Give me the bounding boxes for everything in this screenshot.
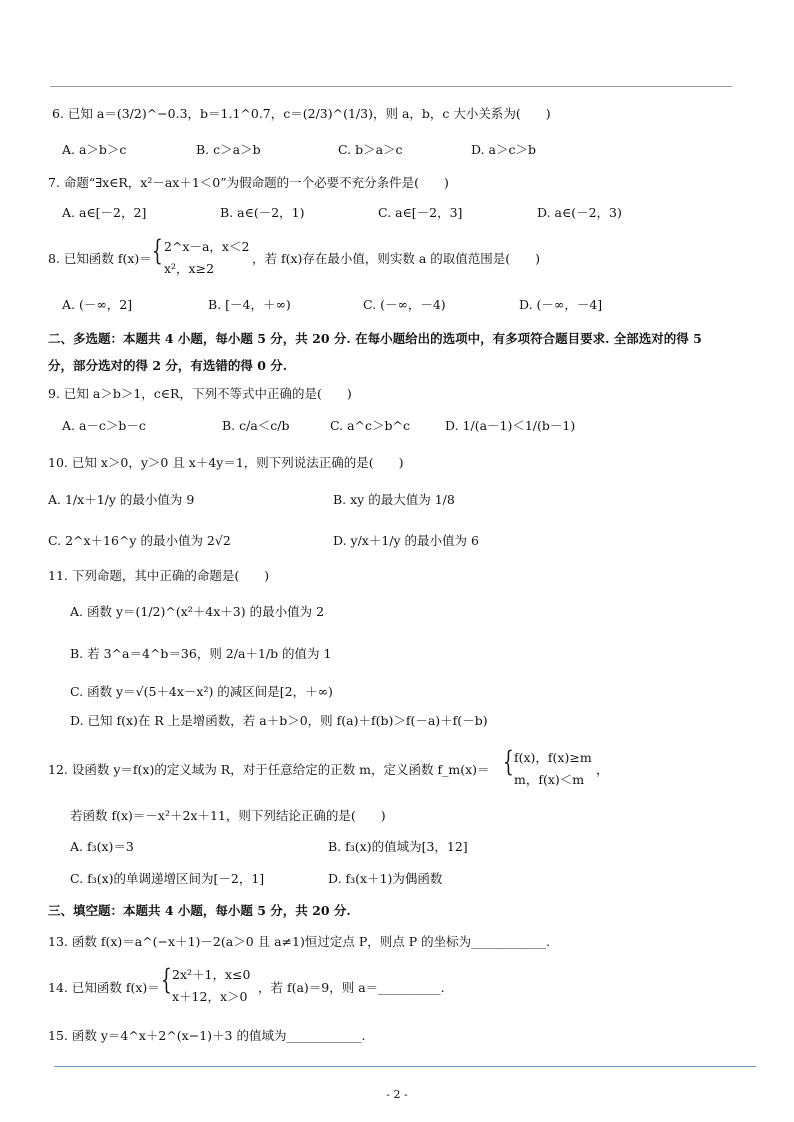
q10-option-c: C. 2^x＋16^y 的最小值为 2√2	[48, 533, 231, 548]
q12-stem-suffix: ，	[596, 762, 609, 777]
q12-option-d: D. f₃(x＋1)为偶函数	[328, 871, 443, 886]
q11-stem: 11. 下列命题，其中正确的命题是( )	[48, 568, 270, 583]
q6-stem: 6. 已知 a＝(3/2)^−0.3，b＝1.1^0.7，c＝(2/3)^(1/3)，则 a，b，c 大小关系为( )	[52, 106, 551, 121]
section2-heading-line2: 分，部分选对的得 2 分，有选错的得 0 分.	[48, 358, 288, 373]
q9-stem: 9. 已知 a＞b＞1，c∈R，下列不等式中正确的是( )	[48, 386, 352, 401]
q14-stem-suffix: ，若 f(a)＝9，则 a＝__________.	[258, 980, 445, 995]
q6-option-c: C. b＞a＞c	[338, 142, 403, 157]
header-rule	[50, 86, 732, 87]
q14-brace: {	[161, 963, 172, 996]
q12-case-1: f(x)，f(x)≥m	[514, 750, 592, 765]
q14-case-1: 2x²＋1，x≤0	[172, 967, 251, 982]
q14-stem-prefix: 14. 已知函数 f(x)＝	[48, 980, 160, 995]
q10-option-b: B. xy 的最大值为 1/8	[333, 492, 455, 507]
q9-option-d: D. 1/(a－1)＜1/(b－1)	[445, 418, 576, 433]
q9-option-c: C. a^c＞b^c	[330, 418, 410, 433]
q12-option-b: B. f₃(x)的值域为[3，12]	[328, 839, 468, 854]
q14-case-2: x＋12，x＞0	[172, 989, 248, 1004]
q10-option-a: A. 1/x＋1/y 的最小值为 9	[48, 492, 195, 507]
section3-heading: 三、填空题：本题共 4 小题，每小题 5 分，共 20 分.	[48, 903, 351, 918]
q7-stem: 7. 命题“∃x∈R，x²－ax＋1＜0”为假命题的一个必要不充分条件是( )	[48, 175, 449, 190]
q12-stem-line2: 若函数 f(x)＝－x²＋2x＋11，则下列结论正确的是( )	[70, 808, 386, 823]
q8-stem-prefix: 8. 已知函数 f(x)＝	[48, 251, 152, 266]
page-number: - 2 -	[386, 1088, 408, 1101]
q11-option-b: B. 若 3^a＝4^b＝36，则 2/a＋1/b 的值为 1	[70, 646, 332, 661]
q7-option-d: D. a∈(－2，3)	[537, 205, 622, 220]
q12-case-2: m，f(x)＜m	[514, 772, 585, 787]
section2-heading-line1: 二、多选题：本题共 4 小题，每小题 5 分，共 20 分. 在每小题给出的选项中，有多项符合题目要求. 全部选对的得 5	[48, 331, 702, 346]
q7-option-a: A. a∈[－2，2]	[62, 205, 147, 220]
q12-option-a: A. f₃(x)＝3	[70, 839, 134, 854]
q8-brace: {	[152, 234, 163, 267]
q12-stem-prefix: 12. 设函数 y＝f(x)的定义域为 R，对于任意给定的正数 m，定义函数 f_m(x)＝	[48, 762, 490, 777]
q10-stem: 10. 已知 x＞0，y＞0 且 x＋4y＝1，则下列说法正确的是( )	[48, 455, 404, 470]
q8-case-1: 2^x－a，x＜2	[164, 239, 250, 254]
q8-case-2: x²，x≥2	[164, 261, 215, 276]
q6-option-b: B. c＞a＞b	[196, 142, 261, 157]
q8-stem-suffix: ，若 f(x)存在最小值，则实数 a 的取值范围是( )	[252, 251, 541, 266]
footer-rule	[54, 1066, 756, 1067]
q8-option-c: C. (－∞，－4)	[363, 297, 446, 312]
q10-option-d: D. y/x＋1/y 的最小值为 6	[333, 533, 479, 548]
q6-option-d: D. a＞c＞b	[471, 142, 536, 157]
q12-brace: {	[503, 745, 514, 778]
q8-option-a: A. (－∞，2]	[62, 297, 133, 312]
q12-option-c: C. f₃(x)的单调递增区间为[－2，1]	[70, 871, 265, 886]
q9-option-b: B. c/a＜c/b	[222, 418, 290, 433]
q13-stem: 13. 函数 f(x)＝a^(−x＋1)－2(a＞0 且 a≠1)恒过定点 P，则点 P 的坐标为____________.	[48, 934, 551, 949]
q8-option-d: D. (－∞，－4]	[519, 297, 603, 312]
q9-option-a: A. a－c＞b－c	[62, 418, 146, 433]
q7-option-c: C. a∈[－2，3]	[378, 205, 463, 220]
q15-stem: 15. 函数 y＝4^x＋2^(x−1)＋3 的值域为____________.	[48, 1028, 366, 1043]
q11-option-d: D. 已知 f(x)在 R 上是增函数，若 a＋b＞0，则 f(a)＋f(b)＞f(－a)＋f(－b)	[70, 713, 488, 728]
q11-option-c: C. 函数 y＝√(5＋4x－x²) 的减区间是[2，＋∞)	[70, 684, 333, 699]
q7-option-b: B. a∈(－2，1)	[220, 205, 305, 220]
q11-option-a: A. 函数 y＝(1/2)^(x²＋4x＋3) 的最小值为 2	[70, 604, 325, 619]
q6-option-a: A. a＞b＞c	[62, 142, 127, 157]
q8-option-b: B. [－4，＋∞)	[208, 297, 291, 312]
